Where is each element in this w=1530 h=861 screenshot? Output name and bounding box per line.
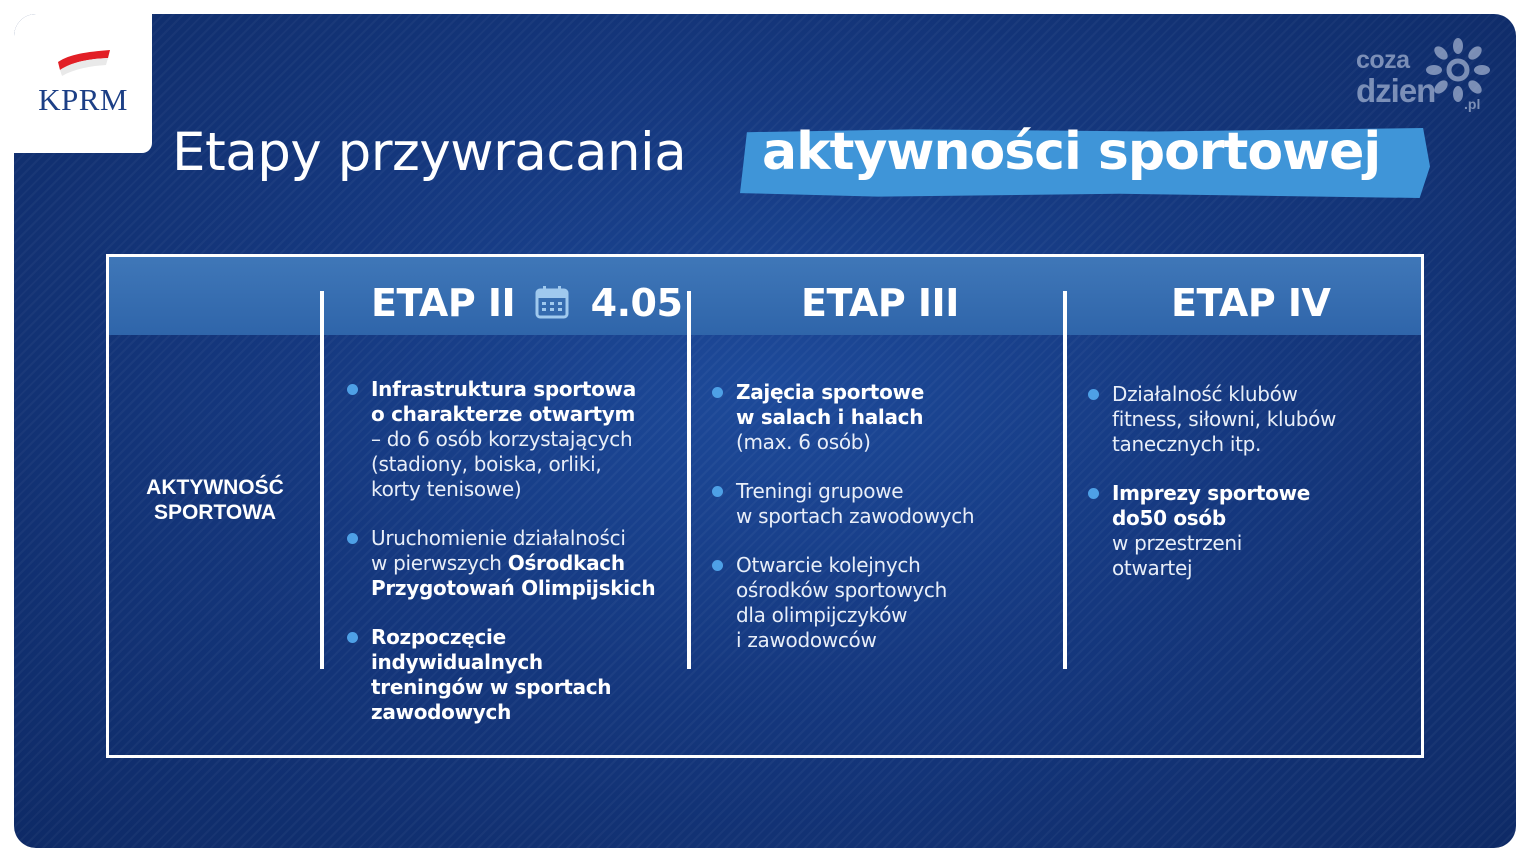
page-title: Etapy przywracania: [172, 122, 687, 183]
bullet-icon: [347, 533, 358, 544]
list-item-line: Infrastruktura sportowa: [371, 377, 636, 401]
list-item-line: w przestrzeni: [1112, 531, 1243, 555]
list-item-line: Otwarcie kolejnych: [736, 553, 921, 577]
list-item-line: w salach i halach: [736, 405, 924, 429]
list-item: [347, 526, 655, 601]
bullet-icon: [1088, 488, 1099, 499]
watermark-suffix: .pl: [1464, 96, 1481, 112]
stage-3-column: [712, 380, 974, 673]
list-item-line: Treningi grupowe: [736, 479, 904, 503]
calendar-icon: [534, 284, 570, 320]
column-divider: [687, 291, 691, 669]
list-item-line: ośrodków sportowych: [736, 578, 948, 602]
list-item-line: do50 osób: [1112, 506, 1226, 530]
page-title-highlighted: aktywności sportowej: [762, 122, 1381, 182]
stage-2-header: [371, 281, 682, 325]
bullet-icon: [347, 384, 358, 395]
list-item-line: i zawodowców: [736, 628, 877, 652]
list-item-line: otwartej: [1112, 556, 1193, 580]
list-item: [712, 553, 974, 653]
list-item-text: w pierwszych: [371, 551, 508, 575]
list-item-line: Przygotowań Olimpijskich: [371, 576, 656, 600]
list-item: [712, 479, 974, 529]
list-item-line: [371, 551, 655, 576]
list-item-line: Imprezy sportowe: [1112, 481, 1311, 505]
list-item-line: – do 6 osób korzystających: [371, 427, 633, 451]
list-item-line: treningów w sportach: [371, 675, 612, 699]
list-item-line: dla olimpijczyków: [736, 603, 908, 627]
list-item: [347, 377, 655, 502]
row-label-line1: AKTYWNOŚĆ: [146, 476, 284, 499]
watermark-line2: dzien: [1356, 72, 1436, 109]
list-item-line: Uruchomienie działalności: [371, 526, 626, 550]
list-item-line: zawodowych: [371, 700, 512, 724]
row-label-line2: SPORTOWA: [153, 501, 277, 524]
stage-4-column: [1088, 382, 1336, 601]
list-item-line: tanecznych itp.: [1112, 432, 1262, 456]
kprm-logo: [14, 14, 152, 153]
sun-icon: [1426, 38, 1490, 102]
stage-2-column: [347, 377, 655, 745]
kprm-logo-text: KPRM: [38, 82, 128, 117]
list-item-line: w sportach zawodowych: [736, 504, 975, 528]
list-item-line: o charakterze otwartym: [371, 402, 636, 426]
watermark-line1: coza: [1356, 46, 1410, 74]
list-item-line: (stadiony, boiska, orliki,: [371, 452, 602, 476]
stage-3-title: ETAP III: [801, 281, 959, 325]
stage-4-title: ETAP IV: [1171, 281, 1331, 325]
list-item-line: (max. 6 osób): [736, 430, 871, 454]
column-divider: [1063, 291, 1067, 669]
list-item-line: indywidualnych: [371, 650, 543, 674]
bullet-icon: [1088, 389, 1099, 400]
stage-2-title: ETAP II: [371, 281, 516, 325]
list-item-line: Zajęcia sportowe: [736, 380, 924, 404]
list-item: [1088, 382, 1336, 457]
list-item: [347, 625, 655, 725]
flag-icon: [56, 48, 112, 78]
list-item-line: Działalność klubów: [1112, 382, 1298, 406]
bullet-icon: [347, 632, 358, 643]
bullet-icon: [712, 560, 723, 571]
list-item-bold-text: Ośrodkach: [507, 551, 625, 575]
list-item: [712, 380, 974, 455]
list-item-line: Rozpoczęcie: [371, 625, 506, 649]
stage-2-date: 4.05: [590, 281, 683, 325]
stages-table: [106, 254, 1424, 758]
infographic-panel: [14, 14, 1516, 848]
cozadzien-watermark: [1356, 40, 1496, 116]
row-label: [109, 475, 321, 525]
list-item-line: fitness, siłowni, klubów: [1112, 407, 1337, 431]
bullet-icon: [712, 486, 723, 497]
bullet-icon: [712, 387, 723, 398]
list-item: [1088, 481, 1336, 581]
list-item-line: korty tenisowe): [371, 477, 522, 501]
